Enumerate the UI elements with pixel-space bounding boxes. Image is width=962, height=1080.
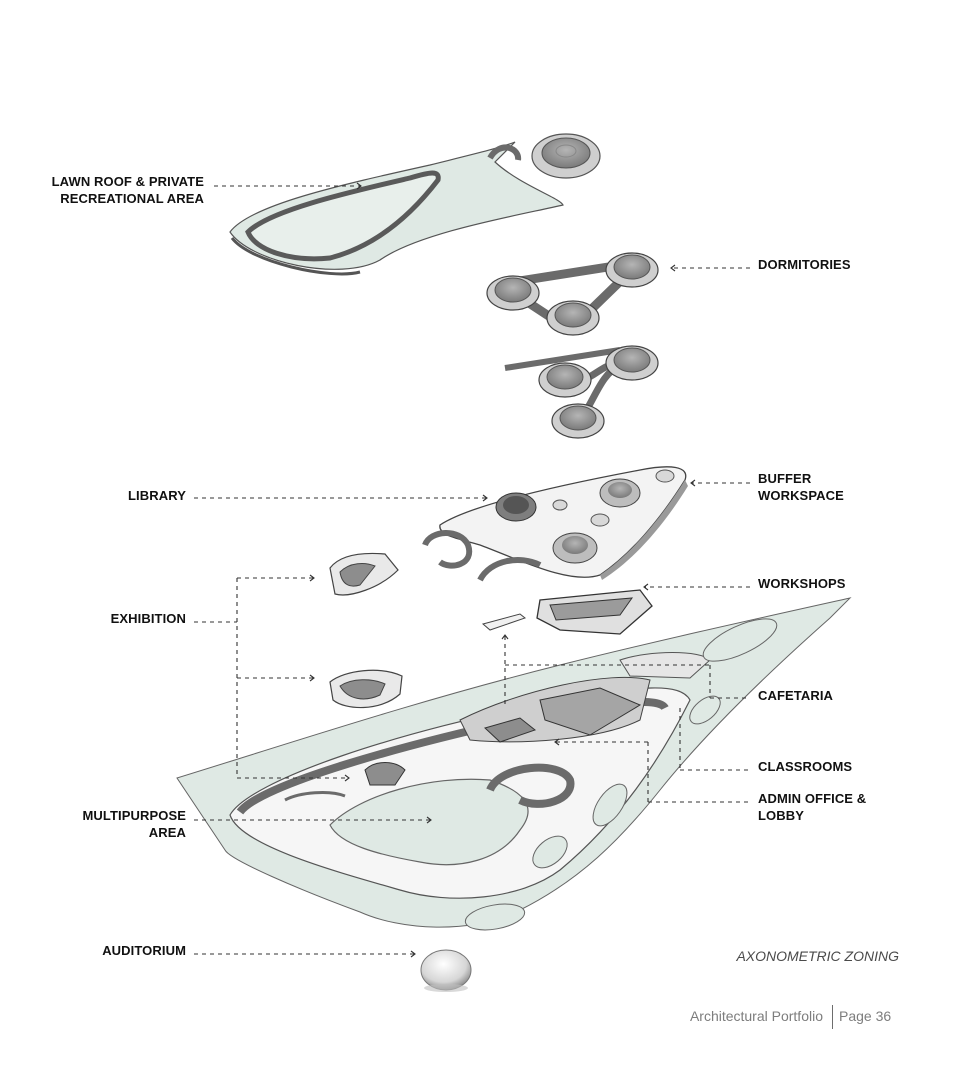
footer-page-number: Page 36 xyxy=(839,1008,892,1024)
footer-portfolio-title: Architectural Portfolio xyxy=(689,1008,823,1024)
library-buffer-layer xyxy=(425,467,688,580)
label-buffer-workspace: BUFFER WORKSPACE xyxy=(758,471,844,503)
label-classrooms: CLASSROOMS xyxy=(758,759,853,774)
label-dormitories: DORMITORIES xyxy=(758,257,851,272)
label-admin-office: ADMIN OFFICE & LOBBY xyxy=(758,791,867,823)
label-lawn-roof: LAWN ROOF & PRIVATE RECREATIONAL AREA xyxy=(51,174,204,206)
auditorium-dome xyxy=(421,950,471,992)
ground-site-layer xyxy=(177,598,853,934)
exhibition-pieces xyxy=(330,553,402,707)
workshops-layer xyxy=(483,590,652,634)
dormitories-lower-layer xyxy=(505,346,658,438)
label-cafetaria: CAFETARIA xyxy=(758,688,834,703)
footer-divider xyxy=(832,1005,833,1029)
label-exhibition: EXHIBITION xyxy=(110,611,186,626)
label-auditorium: AUDITORIUM xyxy=(102,943,186,958)
dormitories-upper-layer xyxy=(487,253,658,335)
diagram-caption: AXONOMETRIC ZONING xyxy=(736,948,899,964)
label-workshops: WORKSHOPS xyxy=(758,576,846,591)
label-library: LIBRARY xyxy=(128,488,186,503)
label-multipurpose-area: MULTIPURPOSE AREA xyxy=(82,808,186,840)
lawn-roof-layer xyxy=(230,134,600,274)
